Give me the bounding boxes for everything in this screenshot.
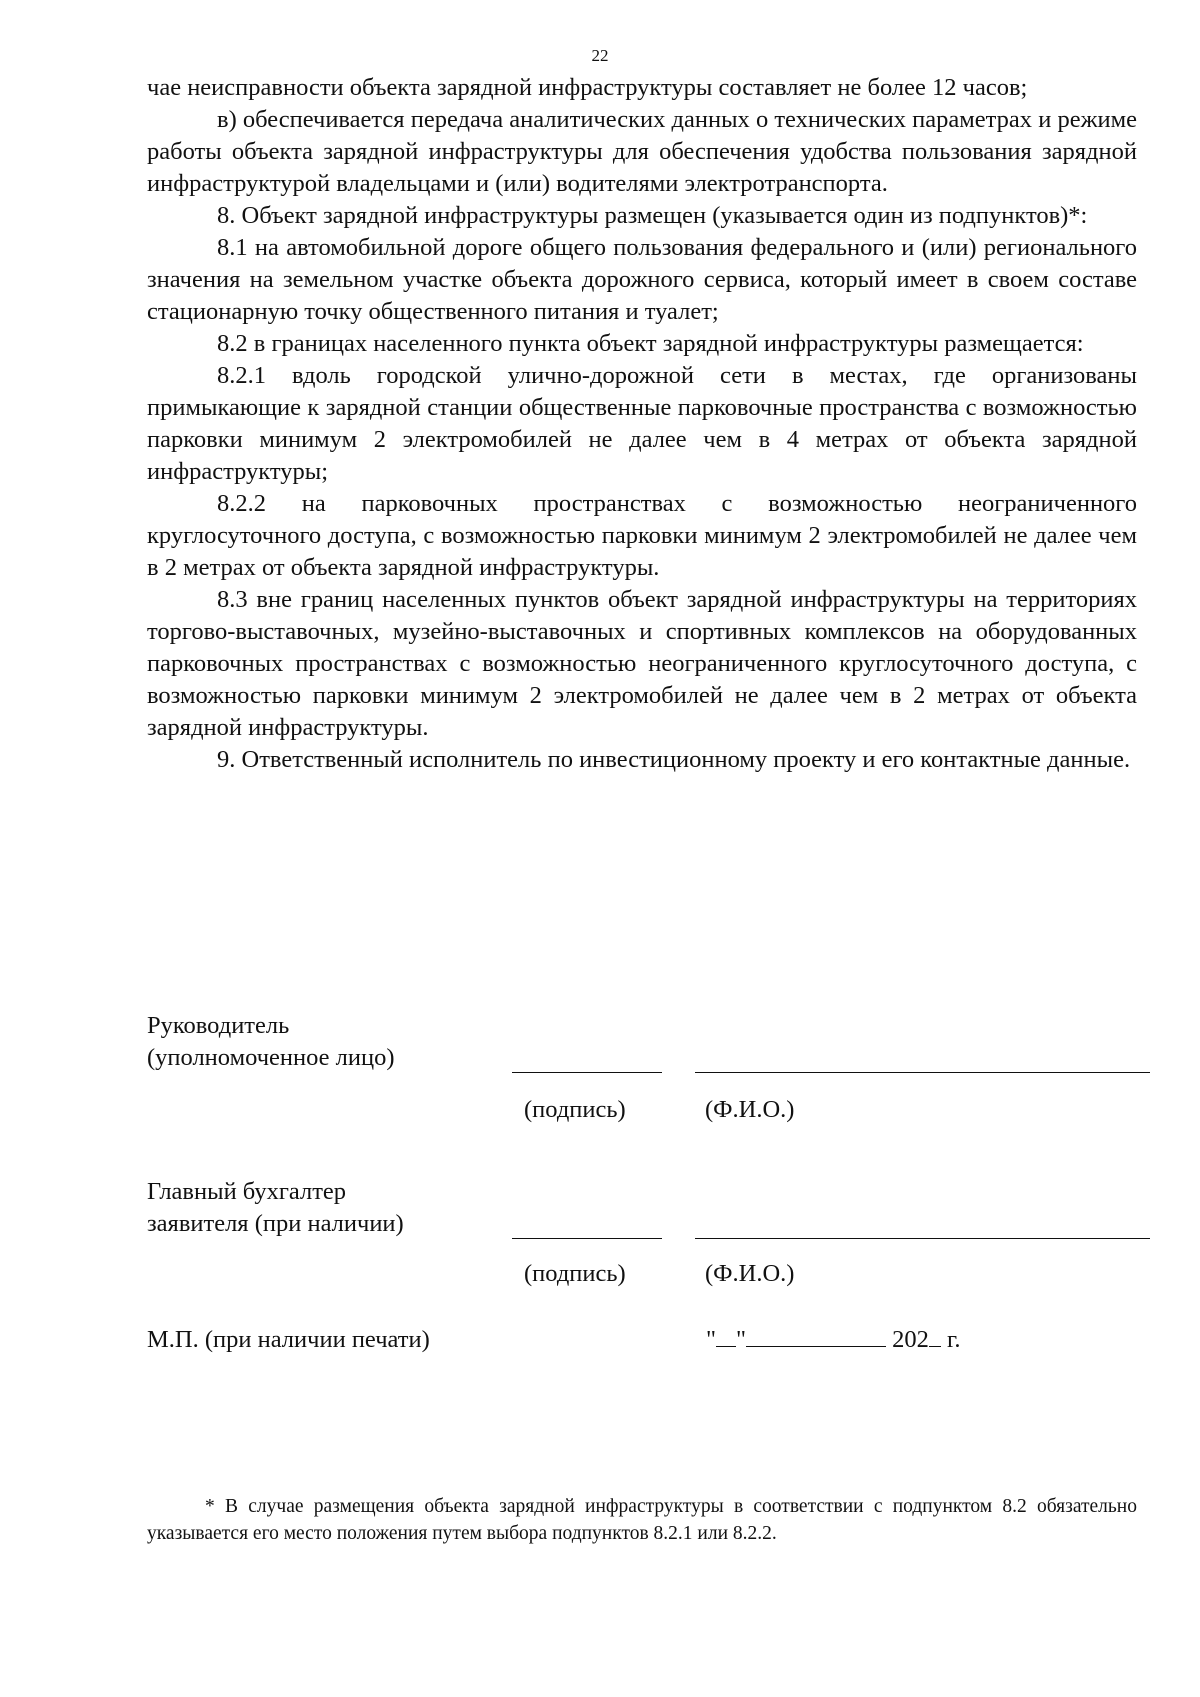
date-field[interactable]: [706, 1324, 960, 1356]
paragraph-item-8: 8. Объект зарядной инфраструктуры размещен (указывается один из подпунктов)*:: [217, 202, 1088, 229]
date-close-quote: ": [736, 1326, 747, 1353]
footnote-text: * В случае размещения объекта зарядной инфраструктуры в соответствии с подпунктом 8.2 обязательно указывается его место положения путем выбора подпунктов 8.2.1 или 8.2.2.: [147, 1496, 1137, 1544]
accountant-label: [147, 1176, 404, 1240]
head-signature-line[interactable]: [512, 1072, 662, 1073]
date-year-suffix: г.: [947, 1326, 961, 1353]
date-year: 202: [892, 1326, 929, 1353]
date-month-blank[interactable]: [746, 1324, 886, 1347]
head-name-line[interactable]: [695, 1072, 1150, 1073]
paragraph-item-v: в) обеспечивается передача аналитических данных о технических параметрах и режиме работы объекта зарядной инфраструктуры для обеспечения удобства пользования зарядной инфраструктурой владельцами и (или) водителями электротранспорта.: [147, 106, 1137, 197]
head-signature-caption: (подпись): [524, 1096, 626, 1123]
page-number: 22: [591, 46, 609, 65]
accountant-name-caption: (Ф.И.О.): [705, 1260, 795, 1287]
accountant-name-line[interactable]: [695, 1238, 1150, 1239]
accountant-label-line-2: заявителя (при наличии): [147, 1210, 404, 1237]
accountant-signature-caption: (подпись): [524, 1260, 626, 1287]
accountant-signature-line[interactable]: [512, 1238, 662, 1239]
date-year-blank[interactable]: [929, 1324, 941, 1347]
paragraph-item-8-3: 8.3 вне границ населенных пунктов объект зарядной инфраструктуры на территориях торгово-выставочных, музейно-выставочных и спортивных комплексов на оборудованных парковочных пространствах с возможностью неограниченного круглосуточного доступа, с возможностью парковки минимум 2 электромобилей не далее чем в 2 метрах от объекта зарядной инфраструктуры.: [147, 586, 1137, 741]
head-label: [147, 1010, 395, 1074]
date-open-quote: ": [706, 1326, 717, 1353]
paragraph-item-9: 9. Ответственный исполнитель по инвестиционному проекту и его контактные данные.: [217, 746, 1131, 773]
head-label-line-2: (уполномоченное лицо): [147, 1044, 395, 1071]
head-name-caption: (Ф.И.О.): [705, 1096, 795, 1123]
head-label-line-1: Руководитель: [147, 1012, 290, 1039]
stamp-label: М.П. (при наличии печати): [147, 1326, 430, 1353]
date-day-blank[interactable]: [716, 1324, 736, 1347]
paragraph-continuation: чае неисправности объекта зарядной инфраструктуры составляет не более 12 часов;: [147, 74, 1028, 101]
document-body: [147, 72, 1137, 776]
accountant-label-line-1: Главный бухгалтер: [147, 1178, 347, 1205]
paragraph-item-8-1: 8.1 на автомобильной дороге общего пользования федерального и (или) регионального значения на земельном участке объекта дорожного сервиса, который имеет в своем составе стационарную точку общественного питания и туалет;: [147, 234, 1137, 325]
footnote: [147, 1493, 1137, 1547]
paragraph-item-8-2-2: 8.2.2 на парковочных пространствах с возможностью неограниченного круглосуточного доступа, с возможностью парковки минимум 2 электромобилей не далее чем в 2 метрах от объекта зарядной инфраструктуры.: [147, 490, 1137, 581]
paragraph-item-8-2: 8.2 в границах населенного пункта объект зарядной инфраструктуры размещается:: [217, 330, 1084, 357]
paragraph-item-8-2-1: 8.2.1 вдоль городской улично-дорожной сети в местах, где организованы примыкающие к зарядной станции общественные парковочные пространства с возможностью парковки минимум 2 электромобилей не далее чем в 4 метрах от объекта зарядной инфраструктуры;: [147, 362, 1137, 485]
